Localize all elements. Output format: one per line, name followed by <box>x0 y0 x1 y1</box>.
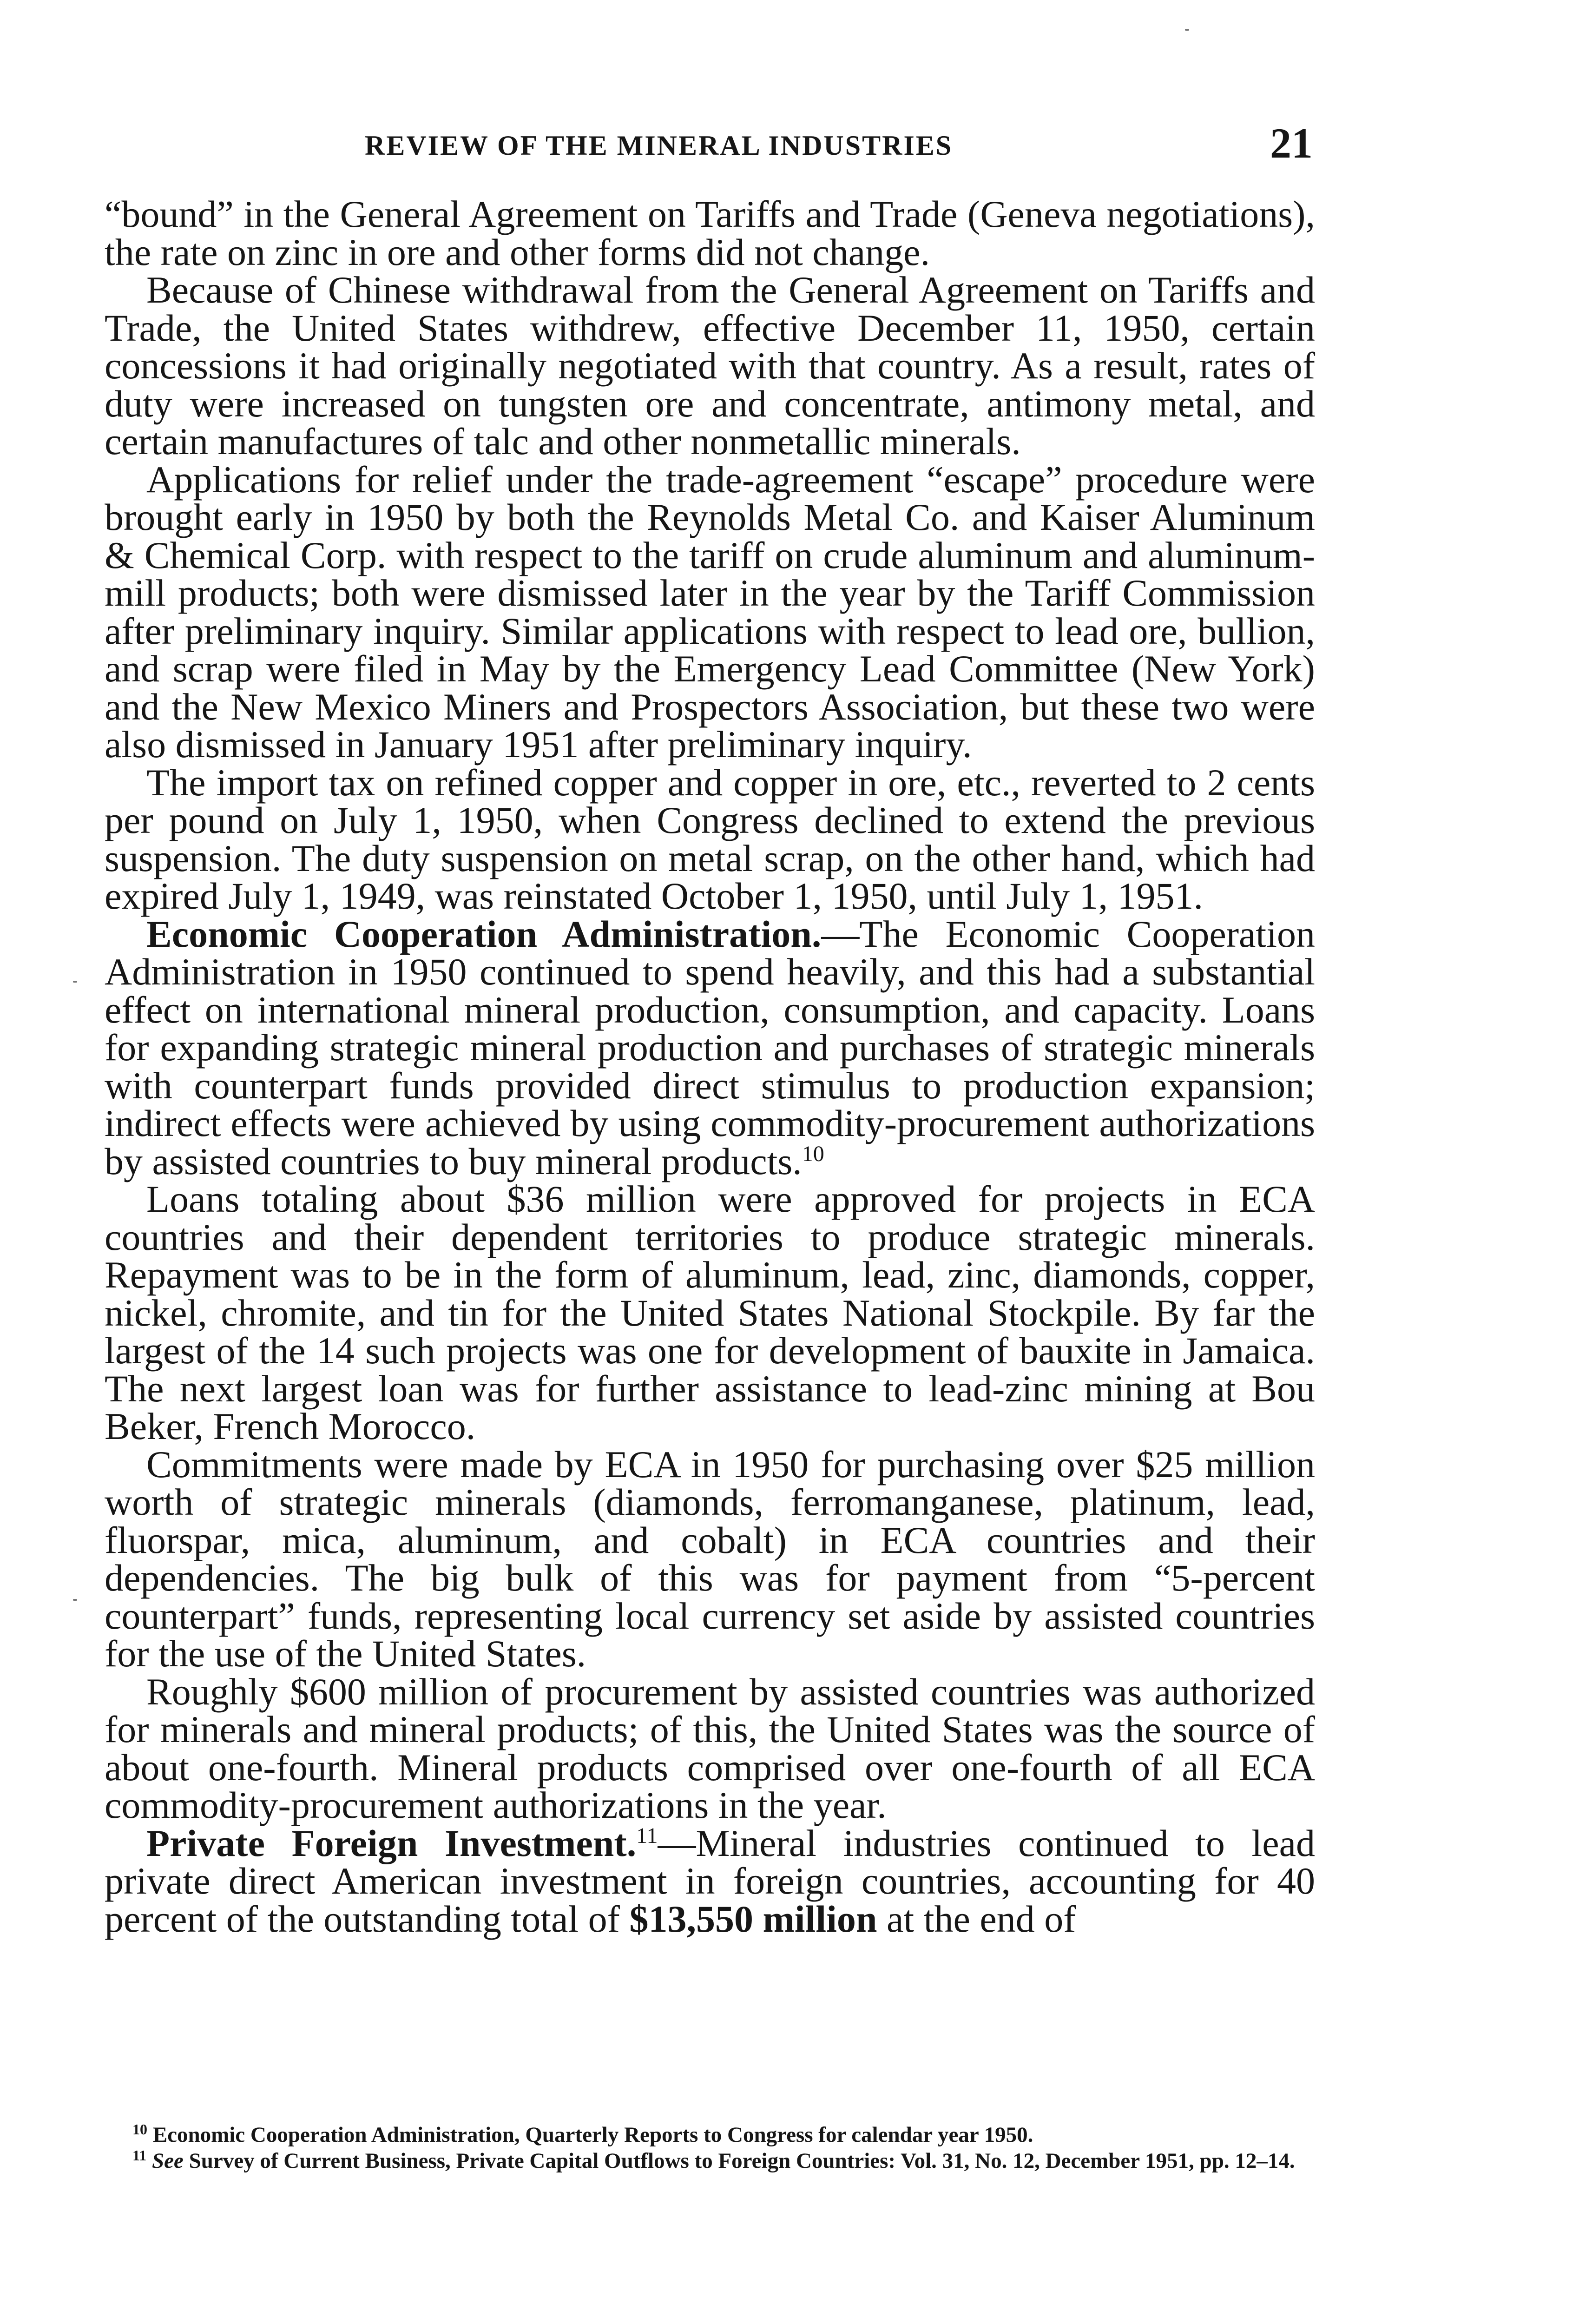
footnote-ref-10: 10 <box>802 1141 824 1166</box>
running-title: REVIEW OF THE MINERAL INDUSTRIES <box>365 130 953 161</box>
section-heading-pfi: Private Foreign Investment. <box>146 1822 637 1864</box>
eca-text: —The Economic Cooperation Administration in 1950 continued to spend heavily, and this had a substantial effect on international mineral production, consumption, and capacity. Loans for expanding strategic mineral production and purchases of strategic minerals with counterpart funds provided direct stimulus to production expansion; indirect effects were achieved by using commodity-procurement authorizations by assisted countries to buy mineral products. <box>105 912 1315 1182</box>
footnote-marker: 11 <box>132 2147 147 2164</box>
paragraph: Commitments were made by ECA in 1950 for purchasing over $25 million worth of strategic minerals (diamonds, ferromanganese, platinum, lead, fluorspar, mica, aluminum, and cobalt) in ECA countries and their dependencies. The big bulk of this was for payment from “5-percent counterpart” funds, representing local currency set aside by assisted countries for the use of the United States. <box>105 1443 1315 1675</box>
section-heading-eca: Economic Cooperation Administration. <box>146 912 822 955</box>
paragraph-pfi <box>105 1824 1315 1938</box>
footnote-text: Survey of Current Business, Private Capital Outflows to Foreign Countries: Vol. 31, No. 12, December 1951, pp. 12–14. <box>183 2149 1295 2173</box>
footnote-ref-11: 11 <box>636 1823 658 1848</box>
page-header <box>105 119 1313 170</box>
pfi-text-b: at the end of <box>877 1897 1076 1940</box>
paragraph: Roughly $600 million of procurement by assisted countries was authorized for minerals and mineral products; of this, the United States was the source of about one-fourth. Mineral products comprised over one-fourth of all ECA commodity-procurement authorizations in the year. <box>105 1670 1315 1826</box>
scan-speck <box>1185 29 1189 31</box>
footnotes <box>105 2122 1315 2174</box>
footnote-text: Economic Cooperation Administration, Quarterly Reports to Congress for calendar year 1950. <box>152 2123 1033 2147</box>
paragraph: Because of Chinese withdrawal from the General Agreement on Tariffs and Trade, the United States withdrew, effective December 11, 1950, certain concessions it had originally negotiated with that country. As a result, rates of duty were increased on tungsten ore and concentrate, antimony metal, and certain manufactures of talc and other nonmetallic minerals. <box>105 269 1315 462</box>
page-number: 21 <box>1270 119 1313 167</box>
paragraph: The import tax on refined copper and copper in ore, etc., reverted to 2 cents per pound on July 1, 1950, when Congress declined to extend the previous suspension. The duty suspension on metal scrap, on the other hand, which had expired July 1, 1949, was reinstated October 1, 1950, until July 1, 1951. <box>105 761 1315 917</box>
paragraph: Applications for relief under the trade-agreement “escape” procedure were brought early in 1950 by both the Reynolds Metal Co. and Kaiser Aluminum & Chemical Corp. with respect to the tariff on crude aluminum and aluminum-mill products; both were dismissed later in the year by the Tariff Commission after preliminary inquiry. Similar applications with respect to lead ore, bullion, and scrap were filed in May by the Emergency Lead Committee (New York) and the New Mexico Miners and Prospectors Association, but these two were also dismissed in January 1951 after preliminary inquiry. <box>105 458 1315 766</box>
paragraph: Loans totaling about $36 million were approved for projects in ECA countries and their dependent territories to produce strategic minerals. Repayment was to be in the form of aluminum, lead, zinc, diamonds, copper, nickel, chromite, and tin for the United States National Stockpile. By far the largest of the 14 such projects was one for development of bauxite in Jamaica. The next largest loan was for further assistance to lead-zinc mining at Bou Beker, French Morocco. <box>105 1178 1315 1447</box>
footnote-marker: 10 <box>132 2121 147 2138</box>
body-text <box>105 195 1315 1938</box>
paragraph-eca <box>105 912 1315 1182</box>
pfi-text-a: —Mineral industries continued to lead private direct American investment in foreign countries, accounting for 40 percent of the outstanding total of <box>105 1822 1316 1940</box>
footnote-10 <box>105 2122 1315 2148</box>
scan-speck <box>73 1599 77 1601</box>
paragraph: “bound” in the General Agreement on Tariffs and Trade (Geneva negotiations), the rate on zinc in ore and other forms did not change. <box>105 193 1315 273</box>
footnote-11 <box>105 2148 1315 2174</box>
pfi-amount: $13,550 million <box>629 1897 877 1940</box>
scan-speck <box>73 981 77 983</box>
footnote-see: See <box>151 2149 184 2173</box>
